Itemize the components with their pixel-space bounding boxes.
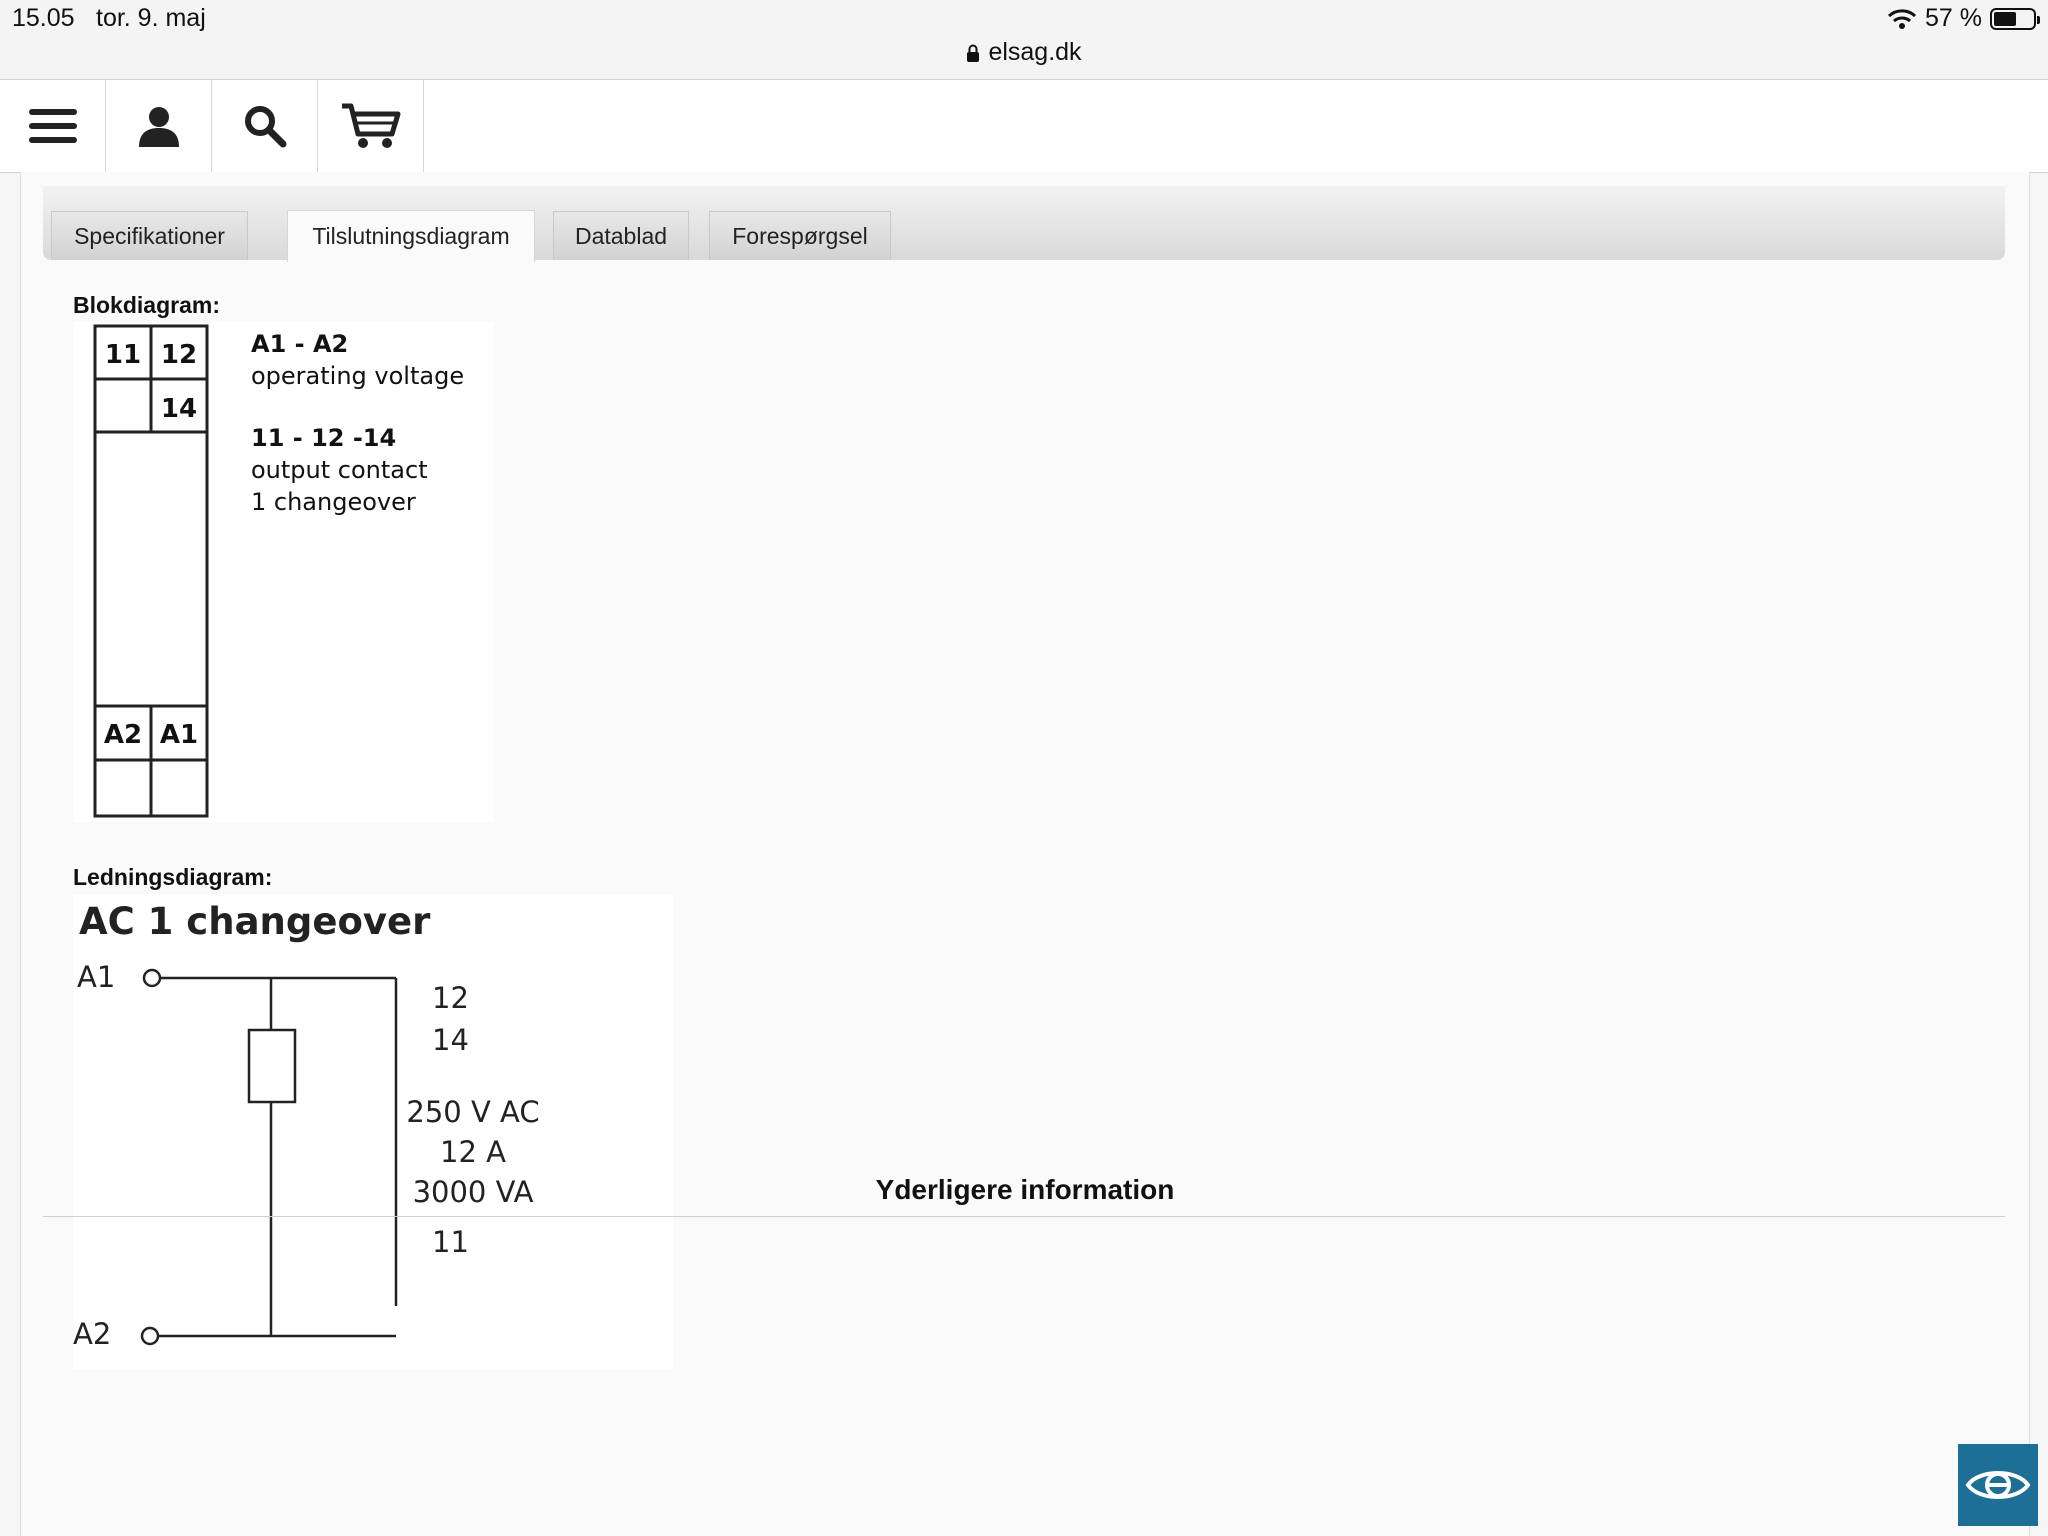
block-diagram-heading: Blokdiagram: <box>73 292 220 318</box>
legend-title-output: 11 - 12 -14 <box>251 424 397 452</box>
url-text: elsag.dk <box>988 38 1082 66</box>
accessibility-widget-button[interactable] <box>1958 1444 2038 1526</box>
lock-icon <box>966 44 980 62</box>
menu-button[interactable] <box>0 80 106 172</box>
cart-icon <box>340 102 402 150</box>
wiring-diagram-heading: Ledningsdiagram: <box>73 864 273 890</box>
terminal-11-label: 11 <box>104 340 142 370</box>
site-navbar <box>0 79 2048 173</box>
terminal-a2-label: A2 <box>103 720 143 750</box>
section-divider <box>43 1216 2005 1217</box>
legend-line-operating-voltage: operating voltage <box>251 362 465 390</box>
status-date: tor. 9. maj <box>96 4 206 32</box>
account-button[interactable] <box>106 80 212 172</box>
legend-line-output-contact: output contact <box>251 456 428 484</box>
cart-button[interactable] <box>318 80 424 172</box>
battery-percent: 57 % <box>1925 4 1982 32</box>
terminal-14-label: 14 <box>160 394 198 424</box>
eye-icon <box>1965 1461 2031 1509</box>
block-diagram <box>73 322 493 822</box>
tab-specifikationer[interactable]: Specifikationer <box>51 211 248 260</box>
hamburger-icon <box>27 106 79 146</box>
further-information-heading: Yderligere information <box>875 1174 1175 1205</box>
wire-terminal-a1: A1 <box>77 960 116 994</box>
wire-terminal-11: 11 <box>432 1225 469 1259</box>
wiring-title: AC 1 changeover <box>79 900 431 943</box>
status-time: 15.05 <box>12 4 75 32</box>
terminal-12-label: 12 <box>160 340 198 370</box>
tab-tilslutningsdiagram[interactable]: Tilslutningsdiagram <box>287 210 535 262</box>
rating-current: 12 A <box>440 1135 506 1169</box>
status-bar <box>0 0 2048 78</box>
address-bar[interactable] <box>0 38 2048 67</box>
wire-terminal-14: 14 <box>432 1023 469 1057</box>
search-button[interactable] <box>212 80 318 172</box>
terminal-a1-label: A1 <box>159 720 199 750</box>
status-right <box>1887 4 2036 33</box>
tab-bar <box>43 186 2005 260</box>
wiring-diagram <box>73 894 673 1370</box>
wifi-icon <box>1887 8 1917 30</box>
battery-icon <box>1990 8 2036 30</box>
tab-datablad[interactable]: Datablad <box>553 211 689 260</box>
legend-title-a1-a2: A1 - A2 <box>251 330 349 358</box>
search-icon <box>243 104 287 148</box>
user-icon <box>138 105 180 147</box>
rating-voltage: 250 V AC <box>406 1095 540 1129</box>
legend-line-changeover: 1 changeover <box>251 488 416 516</box>
wire-terminal-12: 12 <box>432 981 469 1015</box>
rating-power: 3000 VA <box>412 1175 534 1209</box>
tab-foresporgsel[interactable]: Forespørgsel <box>709 211 891 260</box>
wire-terminal-a2: A2 <box>73 1317 112 1351</box>
product-content <box>20 172 2030 1536</box>
